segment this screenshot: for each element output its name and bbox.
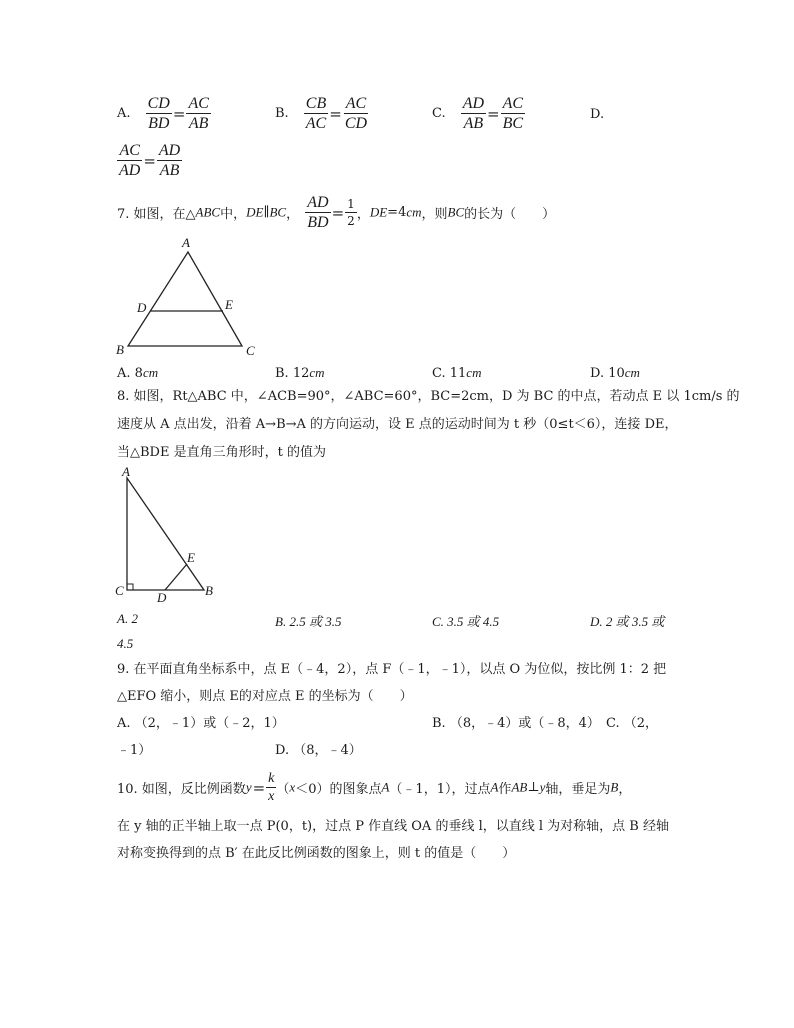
q6-option-d-fraction-right: $\frac{AD}{AB}$: [158, 142, 181, 179]
q9-option-a[interactable]: A. （2，﹣1）或（﹣2，1）: [117, 716, 285, 731]
q8-label-e: E: [187, 550, 195, 565]
q8-label-c: C: [115, 583, 124, 598]
q8-option-d-continued: 4.5: [117, 636, 134, 651]
q7-label-d: D: [137, 300, 147, 315]
q7-triangle-figure: [110, 234, 270, 364]
q10-stem-line-2: 在 y 轴的正半轴上取一点 P(0，t)，过点 P 作直线 OA 的垂线 l，以直线 l 为对称轴，点 B 经轴: [117, 819, 669, 834]
q6-option-d-expression[interactable]: $\frac{AC}{AD}$ = $\frac{AD}{AB}$: [119, 142, 181, 179]
q8-label-a: A: [122, 464, 130, 479]
q7-label-c: C: [246, 343, 255, 358]
q8-stem-line-3: 当△BDE 是直角三角形时，t 的值为: [117, 445, 326, 460]
q8-option-b[interactable]: B. 2.5 或 3.5: [275, 614, 342, 629]
q6-option-b-fraction-left: $\frac{CB}{AC}$: [305, 95, 327, 132]
q7-stem: 7. 如图，在△ABC中，DE∥BC， $\frac{AD}{BD}$ = $\frac{1}{2}$ ，DE=4cm，则BC的长为（ ）: [117, 194, 556, 231]
q7-option-c[interactable]: C. 11cm: [432, 365, 482, 381]
q7-fraction-ad-bd: $\frac{AD}{BD}$: [307, 194, 329, 231]
q7-fraction-half: $\frac{1}{2}$: [347, 197, 355, 228]
q8-segment-de: [165, 564, 187, 590]
q6-option-c-fraction-right: $\frac{AC}{BC}$: [502, 95, 524, 132]
q8-option-a[interactable]: A. 2: [117, 611, 138, 626]
q8-option-c[interactable]: C. 3.5 或 4.5: [432, 614, 500, 629]
q6-option-c-letter: C.: [432, 106, 446, 121]
q7-option-d[interactable]: D. 10cm: [590, 365, 640, 381]
q6-option-a-letter: A.: [117, 106, 131, 121]
q8-stem-line-2: 速度从 A 点出发，沿着 A→B→A 的方向运动，设 E 点的运动时间为 t 秒（0≤t＜6），连接 DE，: [117, 417, 678, 432]
q8-label-b: B: [205, 583, 213, 598]
q6-option-a-fraction-left: $\frac{CD}{BD}$: [147, 95, 170, 132]
q9-stem-line-1: 9. 在平面直角坐标系中，点 E（﹣4，2），点 F（﹣1，﹣1），以点 O 为位似，按比例 1：2 把: [117, 662, 667, 677]
q9-option-c-continued: ﹣1）: [117, 743, 152, 758]
q6-option-c-fraction-left: $\frac{AD}{AB}$: [462, 95, 485, 132]
q7-label-e: E: [225, 297, 233, 312]
q7-option-b[interactable]: B. 12cm: [275, 365, 325, 381]
q6-option-b[interactable]: B. $\frac{CB}{AC}$ = $\frac{AC}{CD}$: [275, 95, 368, 132]
q9-option-d[interactable]: D. （8，﹣4）: [275, 743, 362, 758]
q6-option-a[interactable]: A. $\frac{CD}{BD}$ = $\frac{AC}{AB}$: [117, 95, 209, 132]
q10-fraction-k-x: $\frac{k}{x}$: [268, 771, 275, 804]
q6-option-c[interactable]: C. $\frac{AD}{AB}$ = $\frac{AC}{BC}$: [432, 95, 524, 132]
q9-option-c[interactable]: C. （2，: [606, 716, 659, 731]
q7-label-a: A: [182, 235, 190, 250]
q8-right-triangle-figure: [112, 464, 222, 604]
q8-right-angle-mark: [127, 584, 133, 590]
q6-option-b-fraction-right: $\frac{AC}{CD}$: [344, 95, 368, 132]
q8-option-d[interactable]: D. 2 或 3.5 或: [590, 614, 665, 629]
q8-label-d: D: [157, 590, 167, 604]
q6-option-d-fraction-left: $\frac{AC}{AD}$: [119, 142, 141, 179]
q8-stem-line-1: 8. 如图，Rt△ABC 中，∠ACB=90°，∠ABC=60°，BC=2cm，D 为 BC 的中点，若动点 E 以 1cm/s 的: [117, 389, 740, 404]
q10-stem-line-1: 10. 如图，反比例函数y= $\frac{k}{x}$ （x＜0）的图象点A（﹣1，1），过点A作AB⊥y轴，垂足为B，: [117, 771, 632, 804]
q6-option-a-fraction-right: $\frac{AC}{AB}$: [188, 95, 209, 132]
q9-stem-line-2: △EFO 缩小，则点 E的对应点 E 的坐标为（ ）: [117, 689, 413, 704]
q8-triangle-abc: [127, 478, 204, 590]
q9-option-b[interactable]: B. （8，﹣4）或（﹣8，4）: [432, 716, 600, 731]
q10-stem-line-3: 对称变换得到的点 B′ 在此反比例函数的图象上，则 t 的值是（ ）: [117, 846, 516, 861]
q7-option-a[interactable]: A. 8cm: [117, 365, 159, 381]
q6-option-b-letter: B.: [275, 106, 289, 121]
q7-label-b: B: [116, 342, 124, 357]
q6-option-d-letter[interactable]: D.: [590, 107, 605, 122]
